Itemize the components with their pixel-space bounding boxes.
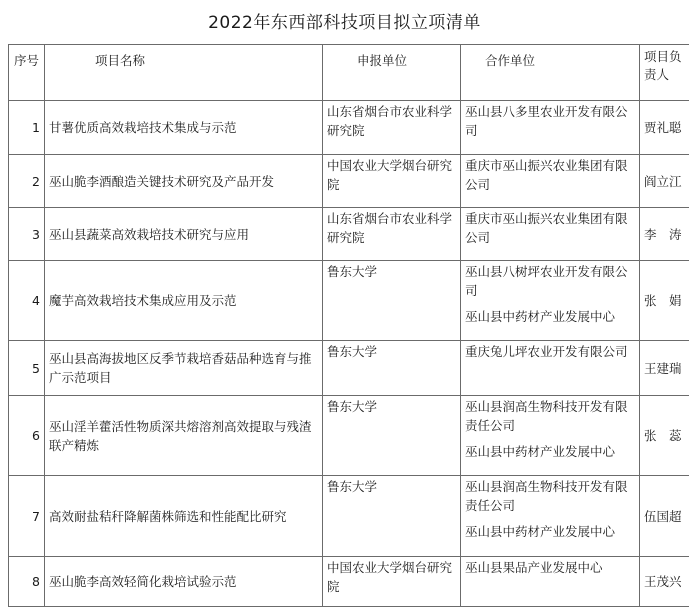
partner-unit: 重庆市巫山振兴农业集团有限公司 — [465, 156, 635, 194]
project-name: 巫山县蔬菜高效栽培技术研究与应用 — [45, 208, 323, 261]
project-leader: 伍国超 — [640, 476, 689, 557]
partner-unit: 巫山县润高生物科技开发有限责任公司 — [465, 477, 635, 515]
partner-unit: 巫山县中药材产业发展中心 — [465, 442, 635, 461]
document-title: 2022年东西部科技项目拟立项清单 — [0, 12, 689, 34]
applicant-unit: 中国农业大学烟台研究院 — [323, 557, 461, 607]
table-row — [9, 341, 689, 396]
partner-units — [461, 208, 640, 261]
project-name: 巫山脆李酒酿造关键技术研究及产品开发 — [45, 155, 323, 208]
project-name: 巫山淫羊藿活性物质深共熔溶剂高效提取与残渣联产精炼 — [45, 396, 323, 476]
applicant-unit: 鲁东大学 — [323, 341, 461, 396]
partner-units — [461, 155, 640, 208]
row-number: 8 — [9, 557, 45, 607]
project-leader: 阎立江 — [640, 155, 689, 208]
partner-unit: 巫山县八树坪农业开发有限公司 — [465, 262, 635, 300]
applicant-unit: 中国农业大学烟台研究院 — [323, 155, 461, 208]
header-project-name: 项目名称 — [45, 45, 323, 101]
header-applicant: 申报单位 — [323, 45, 461, 101]
table-row — [9, 101, 689, 155]
table-body — [9, 101, 689, 607]
partner-unit: 巫山县八多里农业开发有限公司 — [465, 102, 635, 140]
row-number: 6 — [9, 396, 45, 476]
partner-unit: 巫山县中药材产业发展中心 — [465, 307, 635, 326]
table-row — [9, 476, 689, 557]
partner-units — [461, 341, 640, 396]
row-number: 1 — [9, 101, 45, 155]
applicant-unit: 鲁东大学 — [323, 261, 461, 341]
project-name: 巫山县高海拔地区反季节栽培香菇品种选育与推广示范项目 — [45, 341, 323, 396]
partner-units — [461, 261, 640, 341]
table-row — [9, 261, 689, 341]
table-row — [9, 396, 689, 476]
row-number: 4 — [9, 261, 45, 341]
project-name: 高效耐盐秸秆降解菌株筛选和性能配比研究 — [45, 476, 323, 557]
partner-unit: 巫山县中药材产业发展中心 — [465, 522, 635, 541]
partner-unit: 重庆市巫山振兴农业集团有限公司 — [465, 209, 635, 247]
applicant-unit: 鲁东大学 — [323, 476, 461, 557]
row-number: 7 — [9, 476, 45, 557]
row-number: 3 — [9, 208, 45, 261]
partner-unit: 巫山县润高生物科技开发有限责任公司 — [465, 397, 635, 435]
project-leader: 张 娟 — [640, 261, 689, 341]
project-name: 甘薯优质高效栽培技术集成与示范 — [45, 101, 323, 155]
table-header-row — [9, 45, 689, 101]
table-row — [9, 208, 689, 261]
project-name: 魔芋高效栽培技术集成应用及示范 — [45, 261, 323, 341]
applicant-unit: 鲁东大学 — [323, 396, 461, 476]
partner-units — [461, 396, 640, 476]
header-partner: 合作单位 — [461, 45, 640, 101]
table-row — [9, 557, 689, 607]
partner-unit: 重庆兔儿坪农业开发有限公司 — [465, 342, 635, 361]
project-leader: 贾礼聪 — [640, 101, 689, 155]
project-leader: 王建瑞 — [640, 341, 689, 396]
project-name: 巫山脆李高效轻简化栽培试验示范 — [45, 557, 323, 607]
partner-units — [461, 476, 640, 557]
row-number: 2 — [9, 155, 45, 208]
partner-unit: 巫山县果品产业发展中心 — [465, 558, 635, 577]
header-leader: 项目负责人 — [640, 45, 689, 101]
applicant-unit: 山东省烟台市农业科学研究院 — [323, 208, 461, 261]
table-row — [9, 155, 689, 208]
partner-units — [461, 101, 640, 155]
row-number: 5 — [9, 341, 45, 396]
partner-units — [461, 557, 640, 607]
header-no: 序号 — [9, 45, 45, 101]
project-leader: 王茂兴 — [640, 557, 689, 607]
project-table — [8, 44, 689, 607]
project-leader: 李 涛 — [640, 208, 689, 261]
applicant-unit: 山东省烟台市农业科学研究院 — [323, 101, 461, 155]
project-leader: 张 蕊 — [640, 396, 689, 476]
